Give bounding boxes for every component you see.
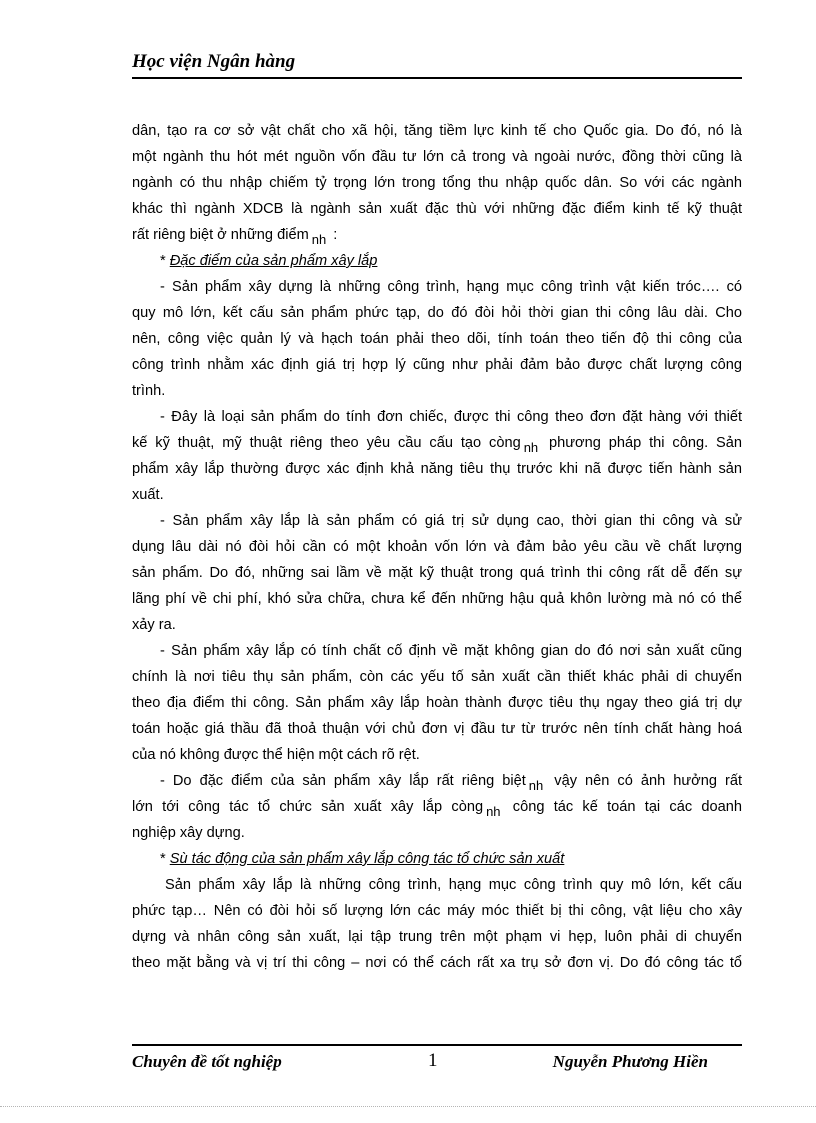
subscript-fragment: nh (311, 232, 327, 247)
text-segment: dựng và nhân công sản xuất, lại tập trung trên một phạm vi hẹp, luôn phải di chuyển (132, 929, 742, 945)
text-segment: dụng lâu dài nó đòi hỏi cần có một khoản vốn lớn và đảm bảo yêu cầu về chất lượng (132, 539, 742, 555)
text-segment: rất riêng biệt ở những điểm (132, 227, 309, 243)
page-header (132, 50, 742, 79)
text-line (132, 638, 742, 664)
heading-text: Đặc điểm của sản phẩm xây lắp (169, 253, 378, 269)
text-line (132, 898, 742, 924)
text-segment: lãng phí về chi phí, khó sửa chữa, chưa kể đến những hậu quả khôn lường mà nó có thể (132, 591, 742, 607)
text-line (132, 716, 742, 742)
text-segment: toán hoặc giá thầu đã thoả thuận với chủ đơn vị đầu tư từ trước nên tính chất hàng hoá (132, 721, 742, 737)
text-segment: nghiệp xây dựng. (132, 825, 245, 841)
text-segment: trình. (132, 383, 166, 399)
text-segment: Sản phẩm xây lắp là những công trình, hạng mục công trình quy mô lớn, kết cấu (165, 877, 742, 893)
subscript-fragment: nh (486, 804, 501, 819)
text-line (132, 950, 742, 976)
text-line (132, 222, 742, 248)
text-segment: chính là nơi tiêu thụ sản phẩm, còn các yếu tố sản xuất cần thiết khác phải di chuyển (132, 669, 742, 685)
text-segment: theo địa điểm thi công. Sản phẩm xây lắp hoàn thành được tiêu thụ ngay theo giá trị dự (132, 695, 742, 711)
text-line (132, 690, 742, 716)
text-line (132, 352, 742, 378)
text-segment: dân, tạo ra cơ sở vật chất cho xã hội, tăng tiềm lực kinh tế cho Quốc gia. Do đó, nó là (132, 123, 742, 139)
text-line (132, 612, 742, 638)
subscript-fragment: nh (528, 778, 544, 793)
text-line (132, 768, 742, 794)
text-line (132, 430, 742, 456)
page-footer (132, 1044, 742, 1080)
text-line (132, 170, 742, 196)
text-segment: quy mô lớn, kết cấu sản phẩm phức tạp, do đó đòi hỏi thời gian thi công lâu dài. Cho (132, 305, 742, 321)
text-segment: phức tạp… Nên có đòi hỏi số lượng lớn các máy móc thiết bị thi công, vật liệu cho xây (132, 903, 742, 919)
heading-bullet: * (160, 851, 170, 867)
text-segment: phẩm xây lắp thường được xác định khả năng tiêu thụ trước khi nã được tiến hành sản (132, 461, 742, 477)
text-line (132, 456, 742, 482)
text-segment: lớn tới công tác tổ chức sản xuất xây lắp còng (132, 799, 484, 815)
text-segment: xảy ra. (132, 617, 176, 633)
text-line (132, 144, 742, 170)
text-line (132, 586, 742, 612)
text-line (132, 534, 742, 560)
text-segment: vậy nên có ảnh hưởng rất (546, 773, 742, 789)
text-segment: khác thì ngành XDCB là ngành sản xuất đặc thù với những đặc điểm kinh tế kỹ thuật (132, 201, 742, 217)
footer-rule (132, 1044, 742, 1046)
heading-bullet: * (160, 253, 170, 269)
text-line (132, 872, 742, 898)
text-segment: ngành có thu nhập chiếm tỷ trọng lớn trong tổng thu nhập quốc dân. So với các ngành (132, 175, 742, 191)
text-segment: xuất. (132, 487, 164, 503)
heading-text: Sù tác động của sản phẩm xây lắp công tác tổ chức sản xuất (169, 851, 565, 867)
text-segment: - Sản phẩm xây dựng là những công trình, hạng mục công trình vật kiến tróc…. có (160, 279, 742, 295)
text-segment: nên, công việc quản lý và hạch toán phải theo dõi, tính toán theo tiến độ thi công của (132, 331, 742, 347)
text-segment: : (329, 227, 338, 243)
text-line (132, 794, 742, 820)
text-line (132, 404, 742, 430)
text-line (132, 196, 742, 222)
footer-document-type: Chuyên đề tốt nghiệp (132, 1052, 282, 1071)
document-body (132, 118, 742, 976)
page-number: 1 (428, 1050, 438, 1071)
text-segment: phương pháp thi công. Sản (541, 435, 742, 451)
subscript-fragment: nh (523, 440, 539, 455)
text-line (132, 300, 742, 326)
text-line (132, 274, 742, 300)
text-segment: kế kỹ thuật, mỹ thuật riêng theo yêu cầu cấu tạo còng (132, 435, 521, 451)
text-line (132, 118, 742, 144)
section-heading (132, 846, 742, 872)
text-line (132, 924, 742, 950)
text-line (132, 742, 742, 768)
text-segment: công trình nhằm xác định giá trị hợp lý cũng như phải đảm bảo được chất lượng công (132, 357, 742, 373)
text-line (132, 560, 742, 586)
text-line (132, 508, 742, 534)
text-segment: công tác kế toán tại các doanh (503, 799, 742, 815)
text-line (132, 378, 742, 404)
footer-author: Nguyễn Phương Hiền (552, 1052, 708, 1071)
text-segment: của nó không được thể hiện một cách rõ rệt. (132, 747, 420, 763)
text-segment: - Sản phẩm xây lắp là sản phẩm có giá trị sử dụng cao, thời gian thi công và sử (160, 513, 742, 529)
text-segment: sản phẩm. Do đó, những sai lầm về mặt kỹ thuật trong quá trình thi công rất dễ đến sự (132, 565, 742, 581)
text-segment: một ngành thu hót mét nguồn vốn đầu tư lớn cả trong và ngoài nước, đồng thời cũng là (132, 149, 742, 165)
text-line (132, 482, 742, 508)
text-line (132, 326, 742, 352)
text-segment: - Đây là loại sản phẩm do tính đơn chiếc, được thi công theo đơn đặt hàng với thiết (160, 409, 742, 425)
text-line (132, 820, 742, 846)
header-rule (132, 77, 742, 79)
text-line (132, 664, 742, 690)
text-segment: - Sản phẩm xây lắp có tính chất cố định về mặt không gian do đó nơi sản xuất cũng (160, 643, 742, 659)
text-segment: - Do đặc điểm của sản phẩm xây lắp rất riêng biệt (160, 773, 526, 789)
text-segment: theo mặt bằng và vị trí thi công – nơi có thể cách rất xa trụ sở đơn vị. Do đó công tác tổ (132, 955, 742, 971)
page-edge-divider (0, 1106, 816, 1107)
header-title: Học viện Ngân hàng (132, 51, 296, 72)
section-heading (132, 248, 742, 274)
